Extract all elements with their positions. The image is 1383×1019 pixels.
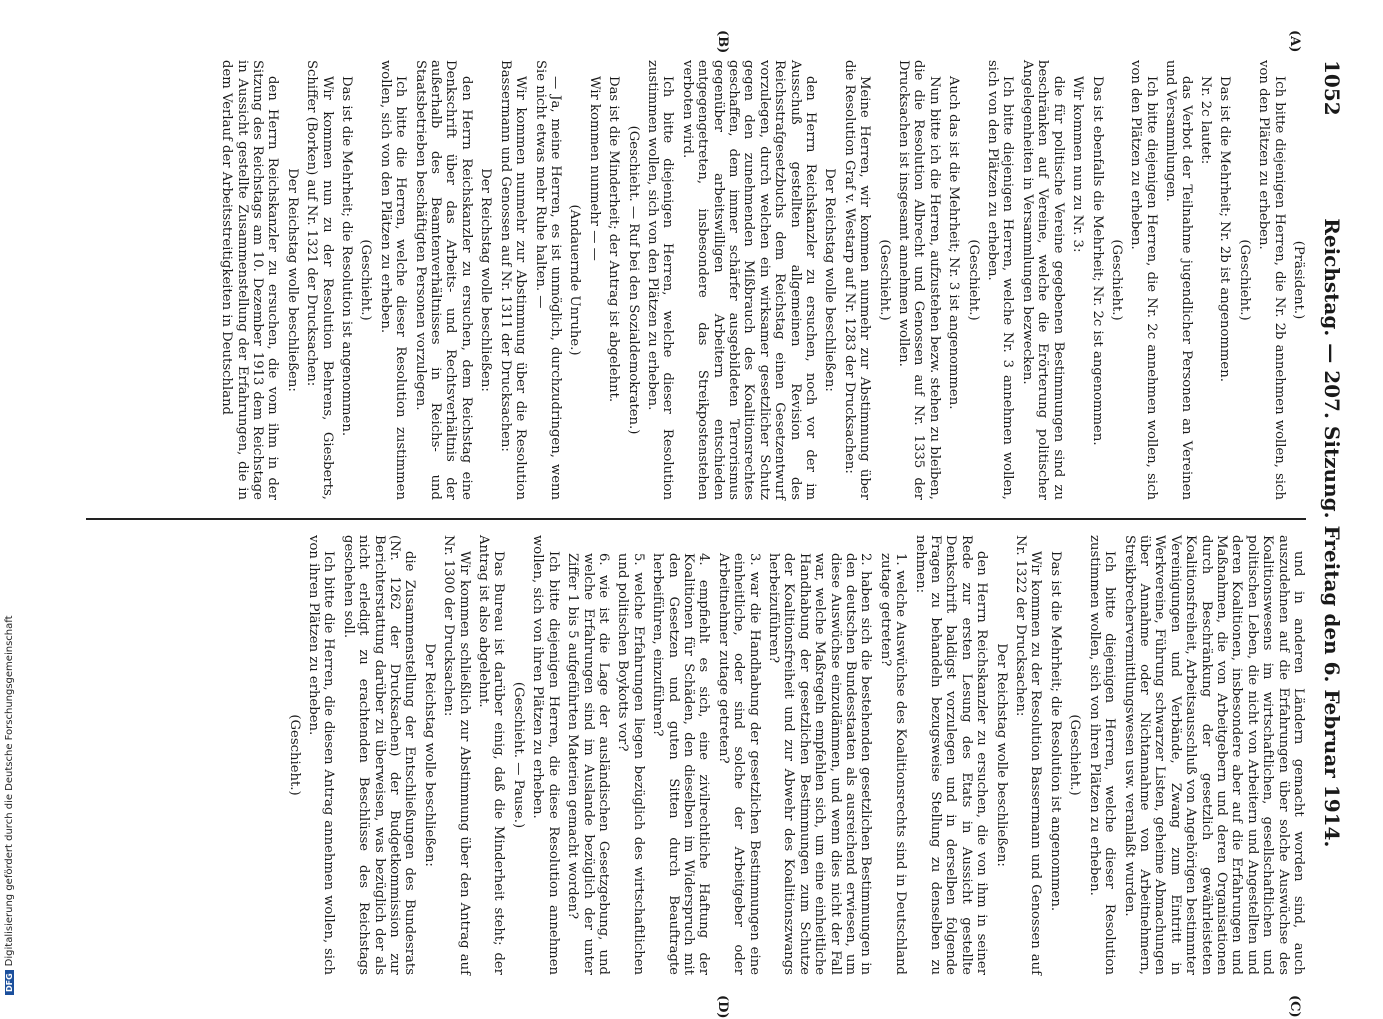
paragraph: und in anderen Ländern gemacht worden sind, auch auszudehnen auf die Erfahrungen über solche Auswüchse des Koalitionswesens im wirtschaftlichen, gesellschaftlichen und politischen Leben, die nicht von Arbeitern und Angestellten und deren Koalitionen, insbesondere aber auf die Erfahrungen und Maßnahmen, die von Arbeitgebern und deren Organisationen durch Beschränkung der gesetzlich gewährleisteten Koalitionsfreiheit, Arbeitsausschluß von Angehörigen bestimmter Vereinigungen und Verbände, Zwang zum Eintritt in Werkvereine, Führung schwarzer Listen, geheime Abmachungen über Annahme oder Nichtannahme von Arbeitnehmern, Streikbrechervermittlungswesen usw. veranlaßt wurden. xyxy=(1121,535,1306,975)
paragraph: Ich bitte die Herren, welche dieser Resolution zustimmen wollen, sich von den Plätzen zu erheben. xyxy=(377,60,409,500)
paragraph: die für politische Vereine gegebenen Bestimmungen sind zu beschränken auf Vereine, welche die Erörterung politischer Angelegenheiten in Versammlungen bezwecken. xyxy=(1019,60,1066,500)
paragraph: Das ist die Mehrheit; Nr. 2b ist angenommen. xyxy=(1217,76,1233,382)
paragraph: (Präsident.) xyxy=(1291,240,1306,320)
paragraph: Nr. 2c lautet: xyxy=(1197,76,1213,165)
paragraph: 4. empfiehlt es sich, eine zivilrechtliche Haftung der Koalitionen für Schäden, den dieselben im Widerspruch mit den Gesetzen und guten Sitten durch Beauftragte herbeiführen, einzuführen? xyxy=(650,553,712,975)
paragraph: den Herrn Reichskanzler zu ersuchen, dem Reichstag eine Denkschrift über das Arbeits- und Rechtsverhältnis der außerhalb des Beamtenverhältnisses in Reichs- und Staatsbetrieben beschäftigten Personen vorzulegen. xyxy=(412,60,474,500)
page-title: Reichstag. — 207. Sitzung. Freitag den 6. Februar 1914. xyxy=(1320,218,1344,848)
paragraph: den Herrn Reichskanzler zu ersuchen, noch vor der im Ausschuß gestellten allgemeinen Revision des Reichsstrafgesetzbuchs dem Reichstag einen Gesetzentwurf vorzulegen, durch welchen ein wirksamer gesetzlicher Schutz gegen den zunehmenden Mißbrauch des Koalitionsrechtes geschaffen, dem immer schärfer ausgebildeten Terrorismus gegenüber arbeitswilligen Arbeitern entschieden entgegengetreten, insbesondere das Streikpostenstehen verboten wird. xyxy=(679,60,819,500)
paragraph: 5. welche Erfahrungen liegen bezüglich des wirtschaftlichen und politischen Boykotts vor? xyxy=(615,553,646,975)
paragraph: Nun bitte ich die Herren, aufzustehen bezw. stehen zu bleiben, die die Resolution Albrecht und Genossen auf Nr. 1335 der Drucksachen ist insgesamt annehmen wollen. xyxy=(896,60,942,500)
dfg-logo: DFG xyxy=(5,970,14,995)
paragraph: (Geschieht. — Pause.) xyxy=(510,681,526,829)
margin-marker-b: (B) xyxy=(715,30,730,54)
margin-marker-d: (D) xyxy=(715,995,730,1019)
paragraph: das Verbot der Teilnahme jugendlicher Personen an Vereinen und Versammlungen. xyxy=(1163,60,1194,500)
paragraph: Wir kommen nun zu der Resolution Behrens, Giesberts, Schiffer (Borken) auf Nr. 1321 der Drucksachen: xyxy=(304,60,335,500)
paragraph: Der Reichstag wolle beschließen: xyxy=(284,168,300,392)
paragraph: (Geschieht.) xyxy=(1108,239,1124,321)
paragraph: die Zusammenstellung der Entschließungen des Bundesrats (Nr. 1262 der Drucksachen) der Budgetkommission zur Berichterstattung darüber zu überweisen, was bezüglich der als nicht erledigt zu erachtenden Beschlüsse des Reichstags geschehen soll. xyxy=(340,535,418,975)
paragraph: den Herrn Reichskanzler zu ersuchen, die vom ihm in der Sitzung des Reichstags am 10. Dezember 1913 dem Reichstage in Aussicht gestellte Zusammenstellung der Erfahrungen, die in dem Verlauf der Arbeitsstreitigkeiten in Deutschland xyxy=(219,60,281,500)
paragraph: (Andauernde Unruhe.) xyxy=(567,204,583,356)
paragraph: (Geschieht.) xyxy=(965,239,981,321)
paragraph: 1. welche Auswüchse des Koalitionsrechts sind in Deutschland zutage getreten? xyxy=(877,553,909,975)
paragraph: Wir kommen nunmehr — — xyxy=(586,76,602,261)
paragraph: (Geschieht.) xyxy=(1236,239,1252,321)
paragraph: Der Reichstag wolle beschließen: xyxy=(478,168,494,392)
paragraph: Wir kommen nunmehr zur Abstimmung über die Resolution Bassermann und Genossen auf Nr. 1311 der Drucksachen: xyxy=(497,60,529,500)
paragraph: Der Reichstag wolle beschließen: xyxy=(421,643,437,867)
paragraph: Der Reichstag wolle beschließen: xyxy=(822,168,838,392)
paragraph: Ich bitte diejenigen Herren, die Nr. 2c annehmen wollen, sich von den Plätzen zu erheben. xyxy=(1128,60,1159,500)
paragraph: Auch das ist die Mehrheit; Nr. 3 ist angenommen. xyxy=(946,76,962,410)
paragraph: (Geschieht.) xyxy=(358,239,374,321)
paragraph: Ich bitte diejenigen Herren, die diese Resolution annehmen wollen, sich von ihren Plätzen zu erheben. xyxy=(530,535,561,975)
paragraph: (Geschieht.) xyxy=(286,714,302,796)
paragraph: (Geschieht. — Ruf bei den Sozialdemokraten.) xyxy=(625,125,641,435)
right-text-column xyxy=(282,535,1306,975)
paragraph: Wir kommen zu der Resolution Bassermann und Genossen auf Nr. 1322 der Drucksachen: xyxy=(1013,535,1044,975)
paragraph: Das ist die Mehrheit; die Resolution ist angenommen. xyxy=(339,76,355,437)
paragraph: Das ist die Mehrheit; die Resolution ist angenommen. xyxy=(1047,551,1063,912)
paragraph: 2. haben sich die bestehenden gesetzlichen Bestimmungen in den deutschen Bundesstaaten als ausreichend erwiesen, um diese Auswüchse einzudämmen, und wenn dies nicht der Fall war, welche Maßregeln empfehlen sich, um eine einheitliche Handhabung der gesetzlichen Bestimmungen zum Schutze der Koalitionsfreiheit und zur Abwehr des Koalitionszwangs herbeizuführen? xyxy=(766,553,874,975)
paragraph: Der Reichstag wolle beschließen: xyxy=(993,643,1009,867)
margin-marker-c: (C) xyxy=(1287,995,1302,1018)
paragraph: 6. wie ist die Lage der ausländischen Gesetzgebung, und welche Erfahrungen sind im Auslande bezüglich der unter Ziffer 1 bis 5 aufgeführten Materien gemacht worden? xyxy=(565,553,611,975)
paragraph: Ich bitte diejenigen Herren, die Nr. 2b annehmen wollen, sich von den Plätzen zu erheben. xyxy=(1256,60,1287,500)
paragraph: Ich bitte diejenigen Herren, welche dieser Resolution zustimmen wollen, sich von ihren Plätzen zu erheben. xyxy=(1086,535,1118,975)
left-text-column xyxy=(215,60,1306,500)
paragraph: Ich bitte diejenigen Herren, welche dieser Resolution zustimmen wollen, sich von den Plätzen zu erheben. xyxy=(644,60,676,500)
paragraph: — Ja, meine Herren, es ist unmöglich, durchzudringen, wenn Sie nicht etwas mehr Ruhe halten. — xyxy=(532,60,563,500)
paragraph: den Herrn Reichskanzler zu ersuchen, die von ihm in seiner Rede zur ersten Lesung des Etats in Aussicht gestellte Denkschrift baldigst vorzulegen und in derselben folgende Fragen zu behandeln bezugsweise Stellung zu denselben zu nehmen: xyxy=(912,535,990,975)
page-number: 1052 xyxy=(1320,60,1344,116)
paragraph: Das ist ebenfalls die Mehrheit; Nr. 2c ist angenommen. xyxy=(1089,76,1105,446)
credit-text: Digitalisierung gefördert durch die Deutsche Forschungsgemeinschaft xyxy=(4,615,15,967)
paragraph: Das ist die Minderheit; der Antrag ist abgelehnt. xyxy=(606,76,622,403)
paragraph: Ich bitte die Herren, die diesen Antrag annehmen wollen, sich von ihren Plätzen zu erheben. xyxy=(306,535,337,975)
page-header xyxy=(1314,60,1350,990)
margin-marker-a: (A) xyxy=(1287,30,1302,53)
paragraph: Ich bitte diejenigen Herren, welche Nr. 3 annehmen wollen, sich von den Plätzen zu erheben. xyxy=(985,60,1016,500)
paragraph: (Geschieht.) xyxy=(876,239,892,321)
paragraph: Meine Herren, wir kommen nunmehr zur Abstimmung über die Resolution Graf v. Westarp auf Nr. 1283 der Drucksachen: xyxy=(841,60,873,500)
newspaper-page xyxy=(50,30,1350,1019)
paragraph: 3. war die Handhabung der gesetzlichen Bestimmungen eine einheitliche, oder sind solche der Arbeitgeber oder Arbeitnehmer zutage getreten? xyxy=(715,553,762,975)
paragraph: Das Bureau ist darüber einig, daß die Minderheit steht; der Antrag ist also abgelehnt. xyxy=(476,535,507,975)
digitization-credit xyxy=(4,615,15,995)
column-divider xyxy=(86,518,1306,520)
paragraph: Wir kommen schließlich zur Abstimmung über den Antrag auf Nr. 1300 der Drucksachen: xyxy=(441,535,472,975)
paragraph: Wir kommen nun zu Nr. 3: xyxy=(1070,76,1086,253)
paragraph: (Geschieht.) xyxy=(1067,714,1083,796)
